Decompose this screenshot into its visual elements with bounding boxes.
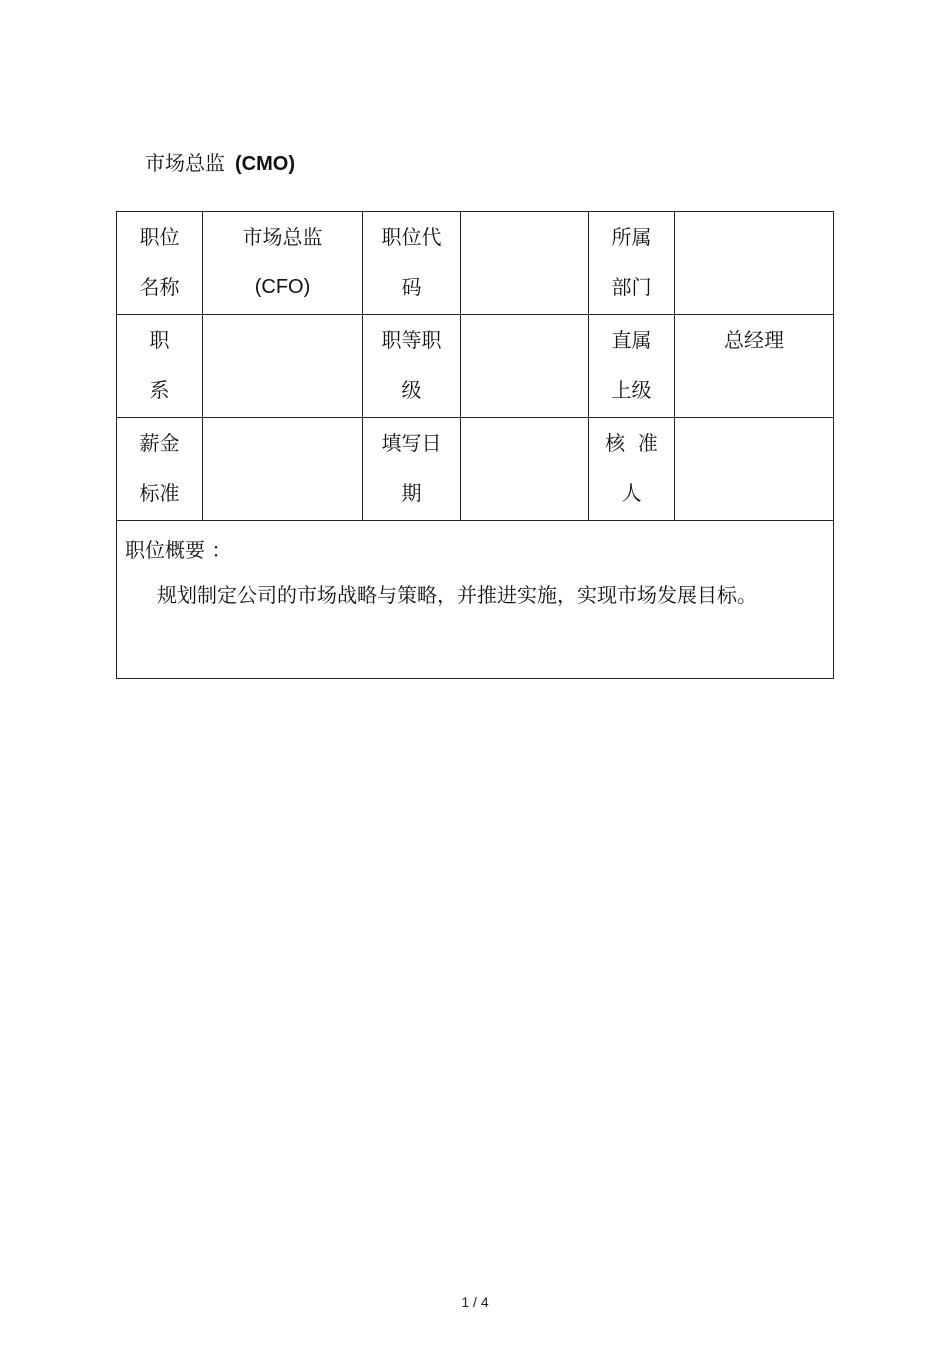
- value-job-family: [203, 315, 363, 418]
- table-row: [117, 418, 834, 521]
- summary-label: 职位概要 ：: [125, 538, 232, 562]
- summary-text: 规划制定公司的市场战略与策略，并推进实施，实现市场发展目标。: [157, 583, 757, 607]
- value-position-name: 市场总监 (CFO): [203, 212, 363, 315]
- label-fill-date: 填写日 期: [363, 418, 461, 521]
- job-description-table: [116, 211, 834, 679]
- table-row: [117, 212, 834, 315]
- title-name: 市场总监: [145, 151, 225, 175]
- value-job-grade: [461, 315, 589, 418]
- label-job-family: 职 系: [117, 315, 203, 418]
- value-position-code: [461, 212, 589, 315]
- label-direct-supervisor: 直属 上级: [589, 315, 675, 418]
- label-approver: 核 准 人: [589, 418, 675, 521]
- document-title: [145, 150, 295, 177]
- value-direct-supervisor: 总经理: [675, 315, 834, 418]
- value-fill-date: [461, 418, 589, 521]
- page-number: 1 / 4: [461, 1294, 489, 1310]
- value-department: [675, 212, 834, 315]
- label-salary-standard: 薪金 标准: [117, 418, 203, 521]
- value-salary-standard: [203, 418, 363, 521]
- summary-cell: [117, 521, 834, 679]
- title-code: (CMO): [235, 153, 295, 175]
- value-approver: [675, 418, 834, 521]
- label-position-code: 职位代 码: [363, 212, 461, 315]
- table-row: [117, 315, 834, 418]
- summary-row: [117, 521, 834, 679]
- label-position-name: 职位 名称: [117, 212, 203, 315]
- label-department: 所属 部门: [589, 212, 675, 315]
- label-job-grade: 职等职 级: [363, 315, 461, 418]
